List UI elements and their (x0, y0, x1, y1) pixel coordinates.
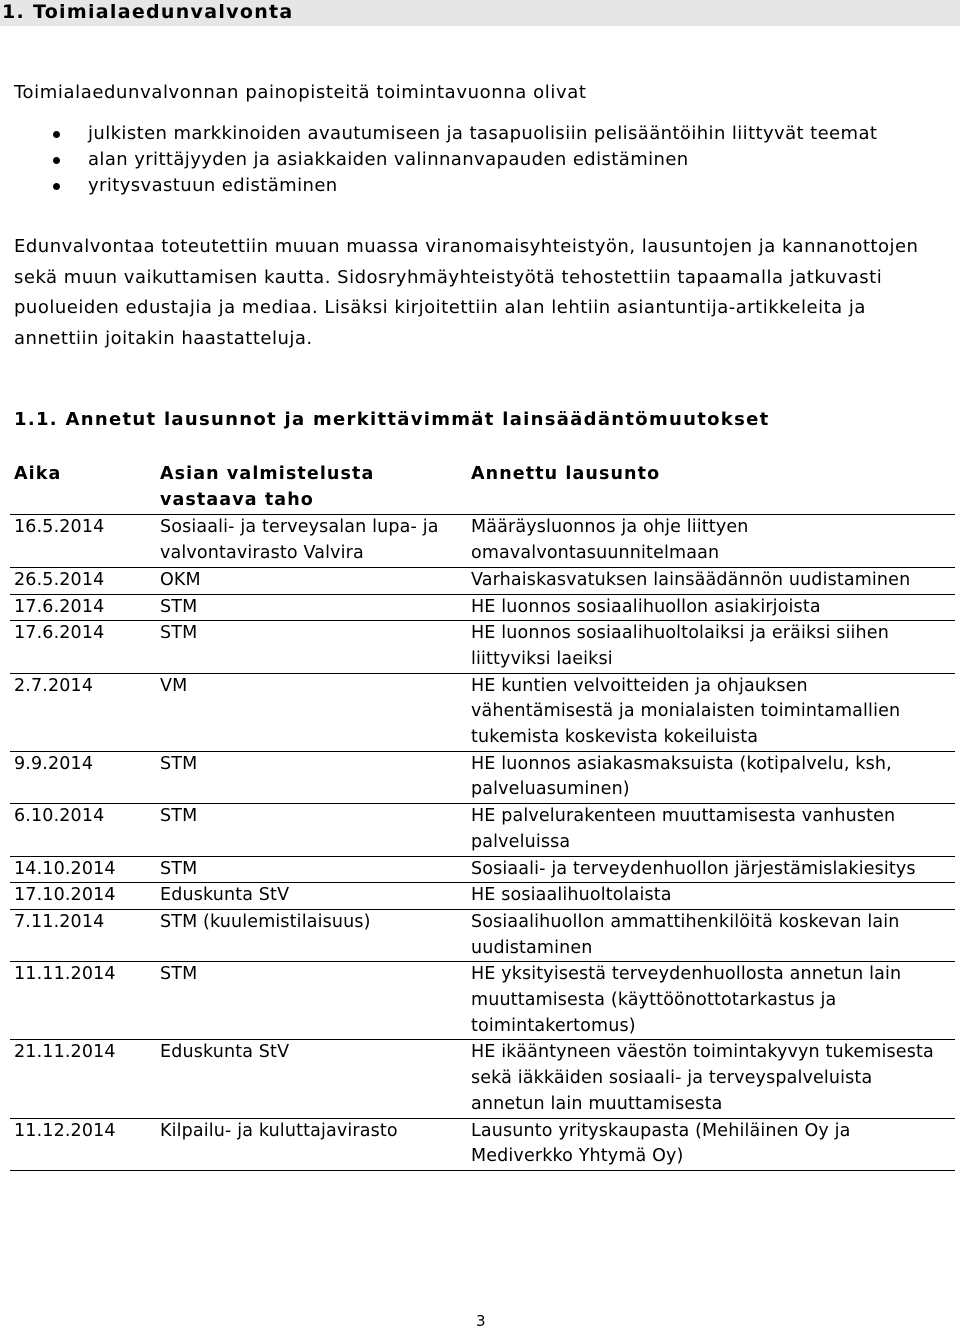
page-number: 3 (476, 1312, 486, 1330)
cell-lausunto: HE luonnos sosiaalihuollon asiakirjoista (467, 594, 955, 621)
cell-aika: 21.11.2014 (10, 1040, 156, 1118)
table-row (10, 751, 955, 803)
cell-lausunto: Määräysluonnos ja ohje liittyen omavalvontasuunnitelmaan (467, 515, 955, 567)
table-row (10, 515, 955, 567)
bullet-icon (53, 183, 60, 190)
cell-taho: STM (kuulemistilaisuus) (156, 909, 467, 961)
cell-lausunto: Varhaiskasvatuksen lainsäädännön uudistaminen (467, 567, 955, 594)
bullet-item (40, 121, 920, 147)
cell-lausunto: Sosiaali- ja terveydenhuollon järjestämislakiesitys (467, 856, 955, 883)
cell-lausunto: HE ikääntyneen väestön toimintakyvyn tukemisesta sekä iäkkäiden sosiaali- ja terveyspalveluista annetun lain muuttamisesta (467, 1040, 955, 1118)
cell-lausunto: HE sosiaalihuoltolaista (467, 883, 955, 910)
table-row (10, 621, 955, 673)
bullet-text: julkisten markkinoiden avautumiseen ja tasapuolisiin pelisääntöihin liittyvät teemat (88, 123, 878, 144)
table-row (10, 962, 955, 1040)
cell-taho: STM (156, 621, 467, 673)
cell-taho: STM (156, 594, 467, 621)
bullet-icon (53, 131, 60, 138)
bullet-text: alan yrittäjyyden ja asiakkaiden valinnanvapauden edistäminen (88, 149, 689, 170)
cell-taho: Eduskunta StV (156, 1040, 467, 1118)
table-row (10, 1118, 955, 1170)
subsection-heading: 1.1. Annetut lausunnot ja merkittävimmät lainsäädäntömuutokset (14, 409, 770, 430)
cell-taho: Sosiaali- ja terveysalan lupa- ja valvontavirasto Valvira (156, 515, 467, 567)
cell-aika: 26.5.2014 (10, 567, 156, 594)
table-row (10, 909, 955, 961)
cell-lausunto: HE luonnos sosiaalihuoltolaiksi ja eräiksi siihen liittyviksi laeiksi (467, 621, 955, 673)
table-row (10, 856, 955, 883)
table-header-row (10, 459, 955, 515)
table-row (10, 673, 955, 751)
cell-aika: 7.11.2014 (10, 909, 156, 961)
cell-aika: 17.6.2014 (10, 621, 156, 673)
bullet-text: yritysvastuun edistäminen (88, 175, 338, 196)
cell-aika: 2.7.2014 (10, 673, 156, 751)
cell-taho: Kilpailu- ja kuluttajavirasto (156, 1118, 467, 1170)
cell-aika: 17.10.2014 (10, 883, 156, 910)
bullet-icon (53, 157, 60, 164)
cell-taho: STM (156, 962, 467, 1040)
table-row (10, 804, 955, 856)
bullet-item (40, 147, 920, 173)
table-row (10, 594, 955, 621)
cell-taho: OKM (156, 567, 467, 594)
cell-aika: 16.5.2014 (10, 515, 156, 567)
table-row (10, 883, 955, 910)
cell-taho: STM (156, 804, 467, 856)
table-row (10, 1040, 955, 1118)
cell-aika: 11.11.2014 (10, 962, 156, 1040)
header-aika: Aika (14, 464, 62, 484)
cell-lausunto: Lausunto yrityskaupasta (Mehiläinen Oy ja Mediverkko Yhtymä Oy) (467, 1118, 955, 1170)
cell-lausunto: HE yksityisestä terveydenhuollosta annetun lain muuttamisesta (käyttöönottotarkastus ja toimintakertomus) (467, 962, 955, 1040)
cell-taho: VM (156, 673, 467, 751)
cell-aika: 6.10.2014 (10, 804, 156, 856)
header-taho: Asian valmistelusta vastaava taho (160, 464, 375, 510)
cell-lausunto: Sosiaalihuollon ammattihenkilöitä koskevan lain uudistaminen (467, 909, 955, 961)
cell-aika: 11.12.2014 (10, 1118, 156, 1170)
cell-aika: 14.10.2014 (10, 856, 156, 883)
cell-aika: 17.6.2014 (10, 594, 156, 621)
cell-taho: Eduskunta StV (156, 883, 467, 910)
cell-aika: 9.9.2014 (10, 751, 156, 803)
header-lausunto: Annettu lausunto (471, 464, 661, 484)
cell-taho: STM (156, 751, 467, 803)
cell-lausunto: HE palvelurakenteen muuttamisesta vanhusten palveluissa (467, 804, 955, 856)
cell-taho: STM (156, 856, 467, 883)
table-row (10, 567, 955, 594)
section-heading: 1. Toimialaedunvalvonta (0, 0, 960, 26)
intro-text: Toimialaedunvalvonnan painopisteitä toimintavuonna olivat (14, 82, 587, 103)
cell-lausunto: HE kuntien velvoitteiden ja ohjauksen vähentämisestä ja monialaisten toimintamallien tukemista koskevista kokeiluista (467, 673, 955, 751)
bullet-item (40, 173, 920, 199)
body-paragraph: Edunvalvontaa toteutettiin muuan muassa viranomaisyhteistyön, lausuntojen ja kannanottojen sekä muun vaikuttamisen kautta. Sidosryhmäyhteistyötä tehostettiin tapaamalla jatkuvasti puolueiden edustajia ja mediaa. Lisäksi kirjoitettiin alan lehtiin asiantuntija-artikkeleita ja annettiin joitakin haastatteluja. (14, 236, 919, 349)
statements-table (10, 459, 955, 1171)
bullet-list (40, 121, 920, 199)
cell-lausunto: HE luonnos asiakasmaksuista (kotipalvelu, ksh, palveluasuminen) (467, 751, 955, 803)
